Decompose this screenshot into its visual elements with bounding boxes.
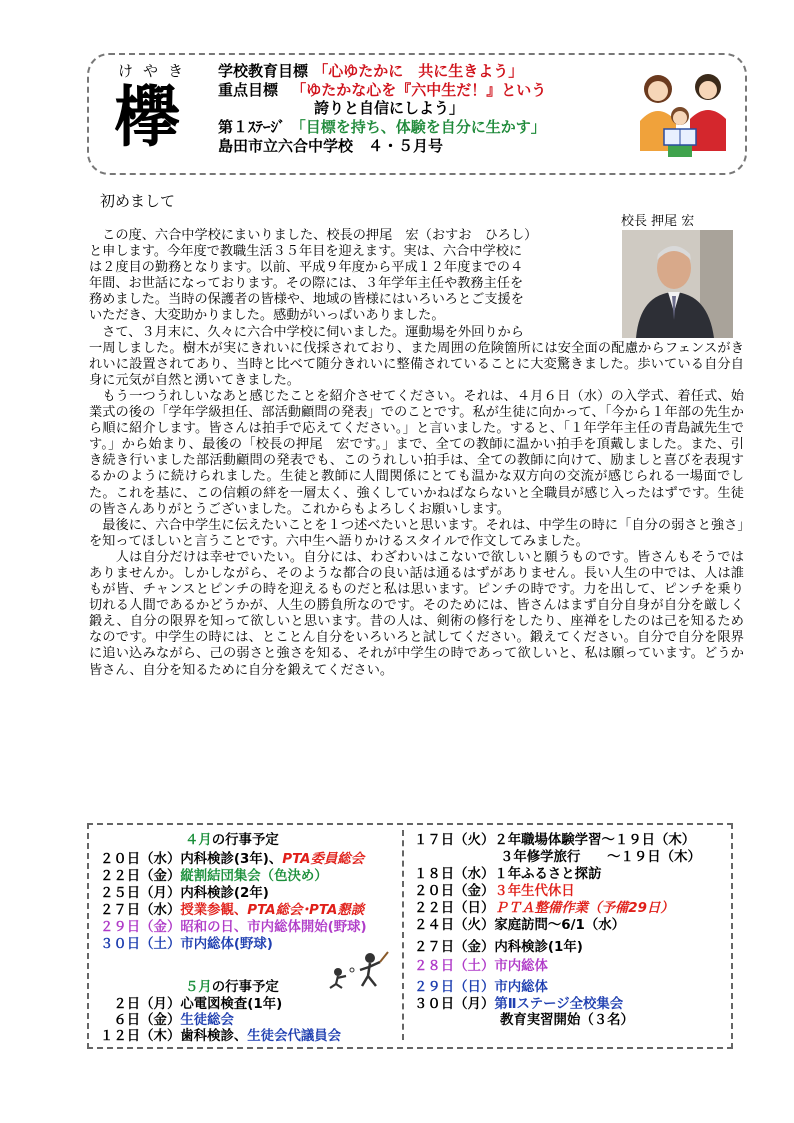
list-item: １２日（木）歯科検診、生徒会代議員会 xyxy=(100,1029,342,1044)
paragraph-school-grounds: 一周しました。樹木が実にきれいに伐採されており、また周囲の危険箇所には安全面の配慮からフェンスがきれいに設置されてあり、当時と比べて随分きれいに整備されていることに大変驚きました。歩いている自分自身に元気が自然と湧いてきました。 xyxy=(89,340,744,388)
list-item: ３年修学旅行 ～１９日（木） xyxy=(500,850,701,865)
paragraph-applause: もう一つうれしいなあと感じたことを紹介させてください。それは、４月６日（水）の入学式、着任式、始業式の後の「学年学級担任、部活動顧問の発表」でのことです。私が生徒に向かって、「今から１年部の先生から順に紹介します。皆さんは拍手で応えてください。」と言いました。すると、「１年学年主任の青島誠先生です。」から始まり、最後の「校長の押尾 宏です。」まで、全ての教師に温かい拍手を頂戴しました。また、引き続き行いました部活動顧問の発表でも、このうれしい拍手は、全ての教師に向けて、励ましと喜びを表現するかのように続けられました。生徒と教師に人間関係にとても温かな双方向の交流が感じられる一場面でした。これを基に、この信頼の絆を一層太く、強くしていかねばならないと全職員が感じ入ったはずです。生徒の皆さんありがとうございました。これからもよろしくお願いします。 xyxy=(89,388,744,517)
baseball-illustration xyxy=(318,950,392,990)
article-title: 初めまして xyxy=(100,192,176,210)
school-goal: 学校教育目標 「心ゆたかに 共に生きよう」 xyxy=(218,62,524,80)
paragraph-message: 最後に、六合中学生に伝えたいことを１つ述べたいと思います。それは、中学生の時に「自分の弱さと強さ」を知ってほしいと言うことです。六中生へ語りかけるスタイルで作文してみました。 xyxy=(89,517,744,549)
list-item: ２７日（金）内科検診(1年) xyxy=(414,940,583,955)
paragraph-essay: 人は自分だけは幸せでいたい。自分には、わざわいはこないで欲しいと願うものです。皆さんもそうではありませんか。しかしながら、そのような都合の良い話は通るはずがありません。長い人生の中では、人は誰もが皆、チャンスとピンチの時を迎えるものだと私は思います。ピンチの時です。力を出して、ピンチを乗り切れる人間であるかどうかが、人生の勝負所なのです。そのためには、皆さんはまず自分自身が自分を厳しく鍛え、自分の限界を知って欲しいと思います。昔の人は、剣術の修行をしたり、座禅をしたのは己を知るためなのです。中学生の時には、とことん自分をいろいろと試してください。鍛えてください。自分で自分を限界に追い込みながら、己の弱さと強さを知る、それが中学生の時であって欲しいと、私は願っています。どうか皆さん、自分を知るために自分を鍛えてください。 xyxy=(89,549,744,678)
masthead-reading: けやき xyxy=(118,62,194,80)
focus-goal: 重点目標 「ゆたかな心を『六中生だ！』という xyxy=(218,81,547,99)
paragraph-intro: この度、六合中学校にまいりました、校長の押尾 宏（おすお ひろし） と申します。今年度で教職生活３５年目を迎えます。実は、六合中学校に は２度目の勤務となります。以前、平成９年度から平成１２年度までの４ 年間、お世話になっております。その際には、３年学年主任や教務主任を 務めました。当時の保護者の皆様や、地域の皆様にはいろいろとご支援を いただき、大変助かりました。感動がいっぱいありました。 さて、３月末に、久々に六合中学校に伺いました。運動場を外回りから xyxy=(89,228,538,340)
list-item: ２４日（火）家庭訪問～6/1（水） xyxy=(414,918,625,933)
list-item: ２０日（金）３年生代休日 xyxy=(414,884,575,899)
list-item: １８日（水）１年ふるさと探訪 xyxy=(414,867,602,882)
stage-goal: 第１ｽﾃｰｼﾞ 「目標を持ち、体験を自分に生かす」 xyxy=(218,118,546,136)
photo-caption: 校長 押尾 宏 xyxy=(621,214,695,229)
focus-goal-line2: 誇りと自信にしよう」 xyxy=(314,99,465,117)
list-item: ２９日（金）昭和の日、市内総体開始(野球) xyxy=(100,920,367,935)
list-item: ２２日（金）縦割結団集会（色決め） xyxy=(100,869,328,884)
list-item: ２９日（日）市内総体 xyxy=(414,980,548,995)
school-name: 島田市立六合中学校 ４・５月号 xyxy=(218,137,444,155)
list-item: ６日（金）生徒総会 xyxy=(100,1013,234,1028)
reading-family-illustration xyxy=(630,61,738,161)
list-item: ３０日（月）第Ⅱステージ全校集会 xyxy=(414,997,624,1012)
list-item: ２０日（水）内科検診(3年)、PTA委員総会 xyxy=(100,852,365,867)
may-schedule-heading: ５月の行事予定 xyxy=(185,980,279,995)
april-schedule-heading: ４月の行事予定 xyxy=(185,833,279,848)
list-item: １７日（火）２年職場体験学習～１９日（木） xyxy=(414,833,696,848)
list-item: 教育実習開始（３名） xyxy=(500,1013,634,1028)
schedule-divider xyxy=(402,830,404,1040)
article-body xyxy=(89,228,744,679)
list-item: ２８日（土）市内総体 xyxy=(414,959,548,974)
list-item: ３０日（土）市内総体(野球) xyxy=(100,937,273,952)
list-item: ２２日（日）ＰＴＡ整備作業（予備29日） xyxy=(414,901,674,916)
list-item: ２７日（水）授業参観、PTA総会･PTA懇談 xyxy=(100,903,365,918)
list-item: ２日（月）心電図検査(1年) xyxy=(100,997,283,1012)
masthead-title: 欅 xyxy=(114,78,180,156)
list-item: ２５日（月）内科検診(2年) xyxy=(100,886,269,901)
